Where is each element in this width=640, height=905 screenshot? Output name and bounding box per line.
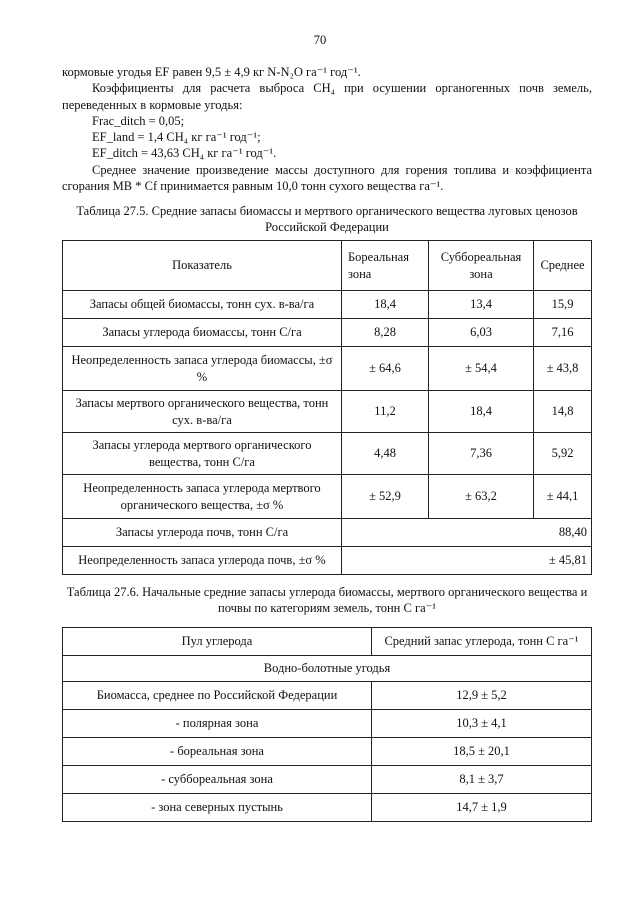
table-row <box>63 475 592 519</box>
row-label: - зона северных пустынь <box>63 794 372 822</box>
page-number: 70 <box>313 33 327 47</box>
section-row <box>63 656 592 682</box>
row-label: Биомасса, среднее по Российской Федерации <box>63 682 372 710</box>
row-label: Запасы углерода почв, тонн С/га <box>63 519 342 547</box>
cell-value: 4,48 <box>342 433 429 475</box>
row-label: Неопределенность запаса углерода биомассы, ±σ % <box>63 347 342 391</box>
row-label: Запасы углерода мертвого органического вещества, тонн С/га <box>63 433 342 475</box>
cell-value: 7,36 <box>429 433 534 475</box>
cell-value: 7,16 <box>534 319 592 347</box>
table-row <box>63 391 592 433</box>
table-header-row <box>63 241 592 291</box>
cell-value: ± 45,81 <box>342 547 592 575</box>
table-row <box>63 682 592 710</box>
table-row <box>63 347 592 391</box>
header-boreal: Бореальная зона <box>342 241 429 291</box>
table-row <box>63 710 592 738</box>
header-average-stock: Средний запас углерода, тонн С га⁻¹ <box>372 628 592 656</box>
cell-value: 14,7 ± 1,9 <box>372 794 592 822</box>
cell-value: 8,28 <box>342 319 429 347</box>
cell-value: 12,9 ± 5,2 <box>372 682 592 710</box>
paragraph-ch4-coefficients: Коэффициенты для расчета выброса CH₄ при осушении органогенных почв земель, переведенных в кормовые угодья: <box>62 81 592 112</box>
table-row <box>63 794 592 822</box>
cell-value: ± 52,9 <box>342 475 429 519</box>
table-27-5-caption: Таблица 27.5. Средние запасы биомассы и мертвого органического вещества луговых ценозов Российской Федерации <box>76 204 578 235</box>
header-indicator: Показатель <box>63 241 342 291</box>
cell-value: 18,4 <box>429 391 534 433</box>
cell-value: 10,3 ± 4,1 <box>372 710 592 738</box>
cell-value: 5,92 <box>534 433 592 475</box>
row-label: Неопределенность запаса углерода почв, ±σ % <box>63 547 342 575</box>
formula-ef-land: EF_land = 1,4 CH₄ кг га⁻¹ год⁻¹; <box>92 130 261 144</box>
row-label: - полярная зона <box>63 710 372 738</box>
formula-frac-ditch: Frac_ditch = 0,05; <box>92 113 185 128</box>
row-label: Запасы мертвого органического вещества, тонн сух. в-ва/га <box>63 391 342 433</box>
table-header-row <box>63 628 592 656</box>
row-label: Запасы общей биомассы, тонн сух. в-ва/га <box>63 291 342 319</box>
formula-ef-ditch: EF_ditch = 43,63 CH₄ кг га⁻¹ год⁻¹. <box>92 146 277 161</box>
cell-value: 13,4 <box>429 291 534 319</box>
cell-value: 18,4 <box>342 291 429 319</box>
table-27-6 <box>62 627 592 822</box>
cell-value: 6,03 <box>429 319 534 347</box>
cell-value: ± 44,1 <box>534 475 592 519</box>
cell-value: ± 63,2 <box>429 475 534 519</box>
paragraph-ef-n2o: кормовые угодья EF равен 9,5 ± 4,9 кг N-N₂O га⁻¹ год⁻¹. <box>62 65 361 79</box>
cell-value: 18,5 ± 20,1 <box>372 738 592 766</box>
paragraph-mb-cf: Среднее значение произведение массы доступного для горения топлива и коэффициента сгорания МВ * Cf принимается равным 10,0 тонн сухого вещества га⁻¹. <box>62 162 592 193</box>
table-row <box>63 766 592 794</box>
cell-value: 8,1 ± 3,7 <box>372 766 592 794</box>
row-label: - бореальная зона <box>63 738 372 766</box>
row-label: - суббореальная зона <box>63 766 372 794</box>
row-label: Неопределенность запаса углерода мертвого органического вещества, ±σ % <box>63 475 342 519</box>
cell-value: 11,2 <box>342 391 429 433</box>
table-row <box>63 291 592 319</box>
table-row <box>63 433 592 475</box>
row-label: Запасы углерода биомассы, тонн С/га <box>63 319 342 347</box>
table-row <box>63 319 592 347</box>
header-average: Среднее <box>534 241 592 291</box>
table-row <box>63 547 592 575</box>
table-row <box>63 738 592 766</box>
table-27-6-caption: Таблица 27.6. Начальные средние запасы углерода биомассы, мертвого органического вещества и почвы по категориям земель, тонн С га⁻¹ <box>66 585 588 616</box>
cell-value: 88,40 <box>342 519 592 547</box>
cell-value: ± 43,8 <box>534 347 592 391</box>
section-wetlands: Водно-болотные угодья <box>63 656 592 682</box>
header-carbon-pool: Пул углерода <box>63 628 372 656</box>
cell-value: ± 54,4 <box>429 347 534 391</box>
cell-value: ± 64,6 <box>342 347 429 391</box>
table-row <box>63 519 592 547</box>
cell-value: 14,8 <box>534 391 592 433</box>
cell-value: 15,9 <box>534 291 592 319</box>
body-text <box>62 64 592 194</box>
header-subboreal: Суббореальная зона <box>429 241 534 291</box>
table-27-5 <box>62 240 592 575</box>
